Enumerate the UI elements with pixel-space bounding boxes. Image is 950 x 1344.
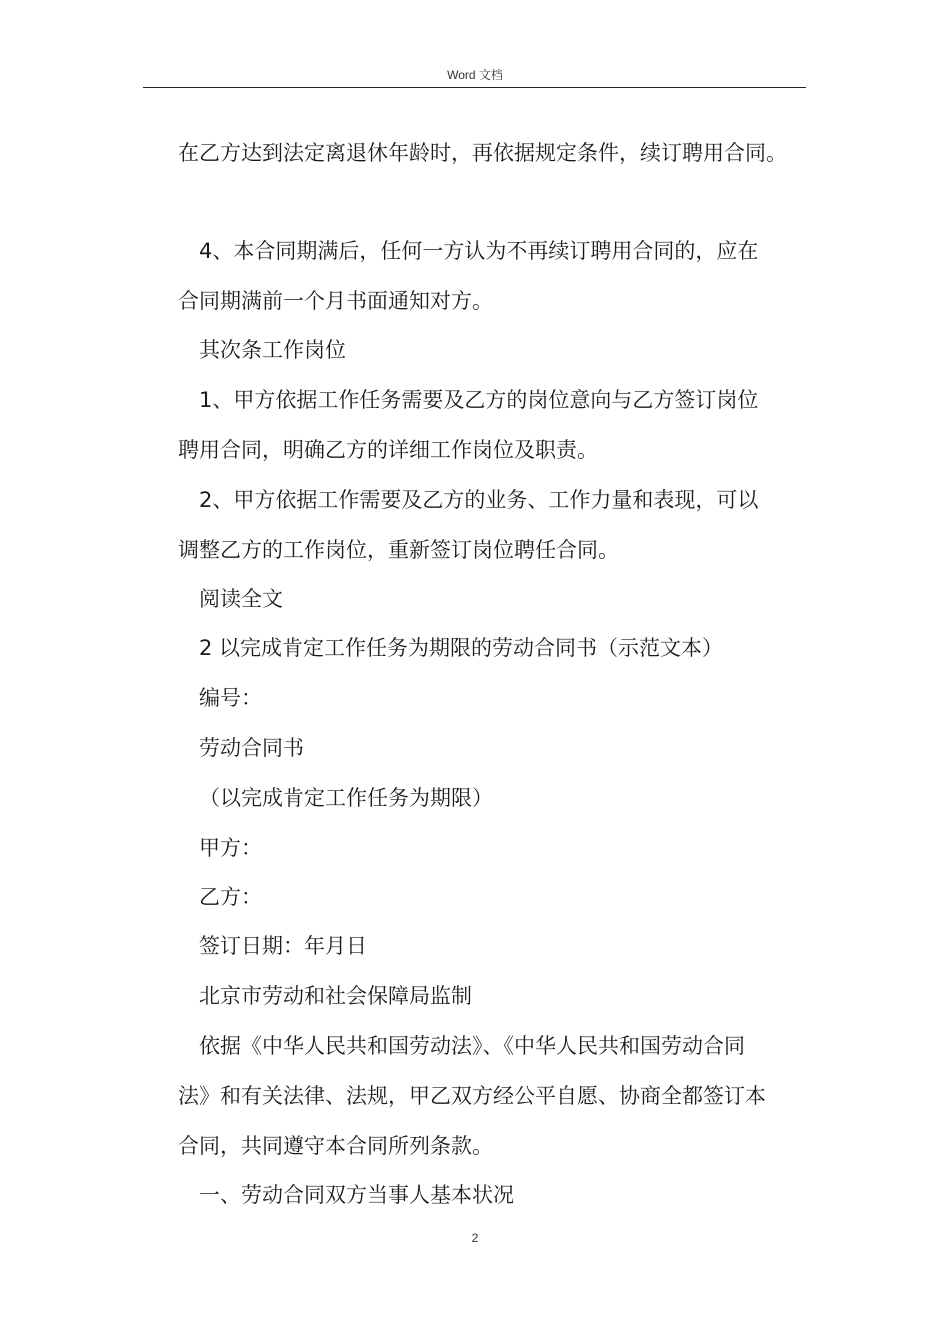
section-heading: 一、劳动合同双方当事人基本状况 — [199, 1183, 514, 1207]
header-rule — [143, 87, 806, 88]
paragraph-line: 北京市劳动和社会保障局监制 — [199, 984, 472, 1008]
page-number: 2 — [471, 1231, 479, 1245]
paragraph-line: 聘用合同，明确乙方的详细工作岗位及职责。 — [178, 438, 598, 462]
paragraph-line: 劳动合同书 — [199, 736, 304, 760]
paragraph-line: 合同期满前一个月书面通知对方。 — [178, 289, 493, 313]
paragraph-line: 法》和有关法律、法规，甲乙双方经公平自愿、协商全都签订本 — [178, 1084, 766, 1108]
paragraph-line: 依据《中华人民共和国劳动法》、《中华人民共和国劳动合同 — [199, 1034, 745, 1058]
paragraph-line: 4、本合同期满后，任何一方认为不再续订聘用合同的，应在 — [199, 239, 759, 263]
paragraph-line: 调整乙方的工作岗位，重新签订岗位聘任合同。 — [178, 538, 619, 562]
read-full-text: 阅读全文 — [199, 587, 283, 611]
page-header: Word 文档 — [447, 68, 503, 82]
paragraph-line: 在乙方达到法定离退休年龄时，再依据规定条件，续订聘用合同。 — [178, 141, 787, 165]
paragraph-line: 1、甲方依据工作任务需要及乙方的岗位意向与乙方签订岗位 — [199, 388, 759, 412]
paragraph-line: 2、甲方依据工作需要及乙方的业务、工作力量和表现，可以 — [199, 488, 759, 512]
document-title: 2 以完成肯定工作任务为期限的劳动合同书（示范文本） — [199, 636, 724, 660]
section-heading: 其次条工作岗位 — [199, 338, 346, 362]
paragraph-line: 签订日期：年月日 — [199, 934, 367, 958]
paragraph-line: 甲方： — [199, 836, 262, 860]
paragraph-line: 编号： — [199, 686, 262, 710]
paragraph-line: （以完成肯定工作任务为期限） — [199, 786, 493, 810]
paragraph-line: 乙方： — [199, 885, 262, 909]
paragraph-line: 合同，共同遵守本合同所列条款。 — [178, 1134, 493, 1158]
